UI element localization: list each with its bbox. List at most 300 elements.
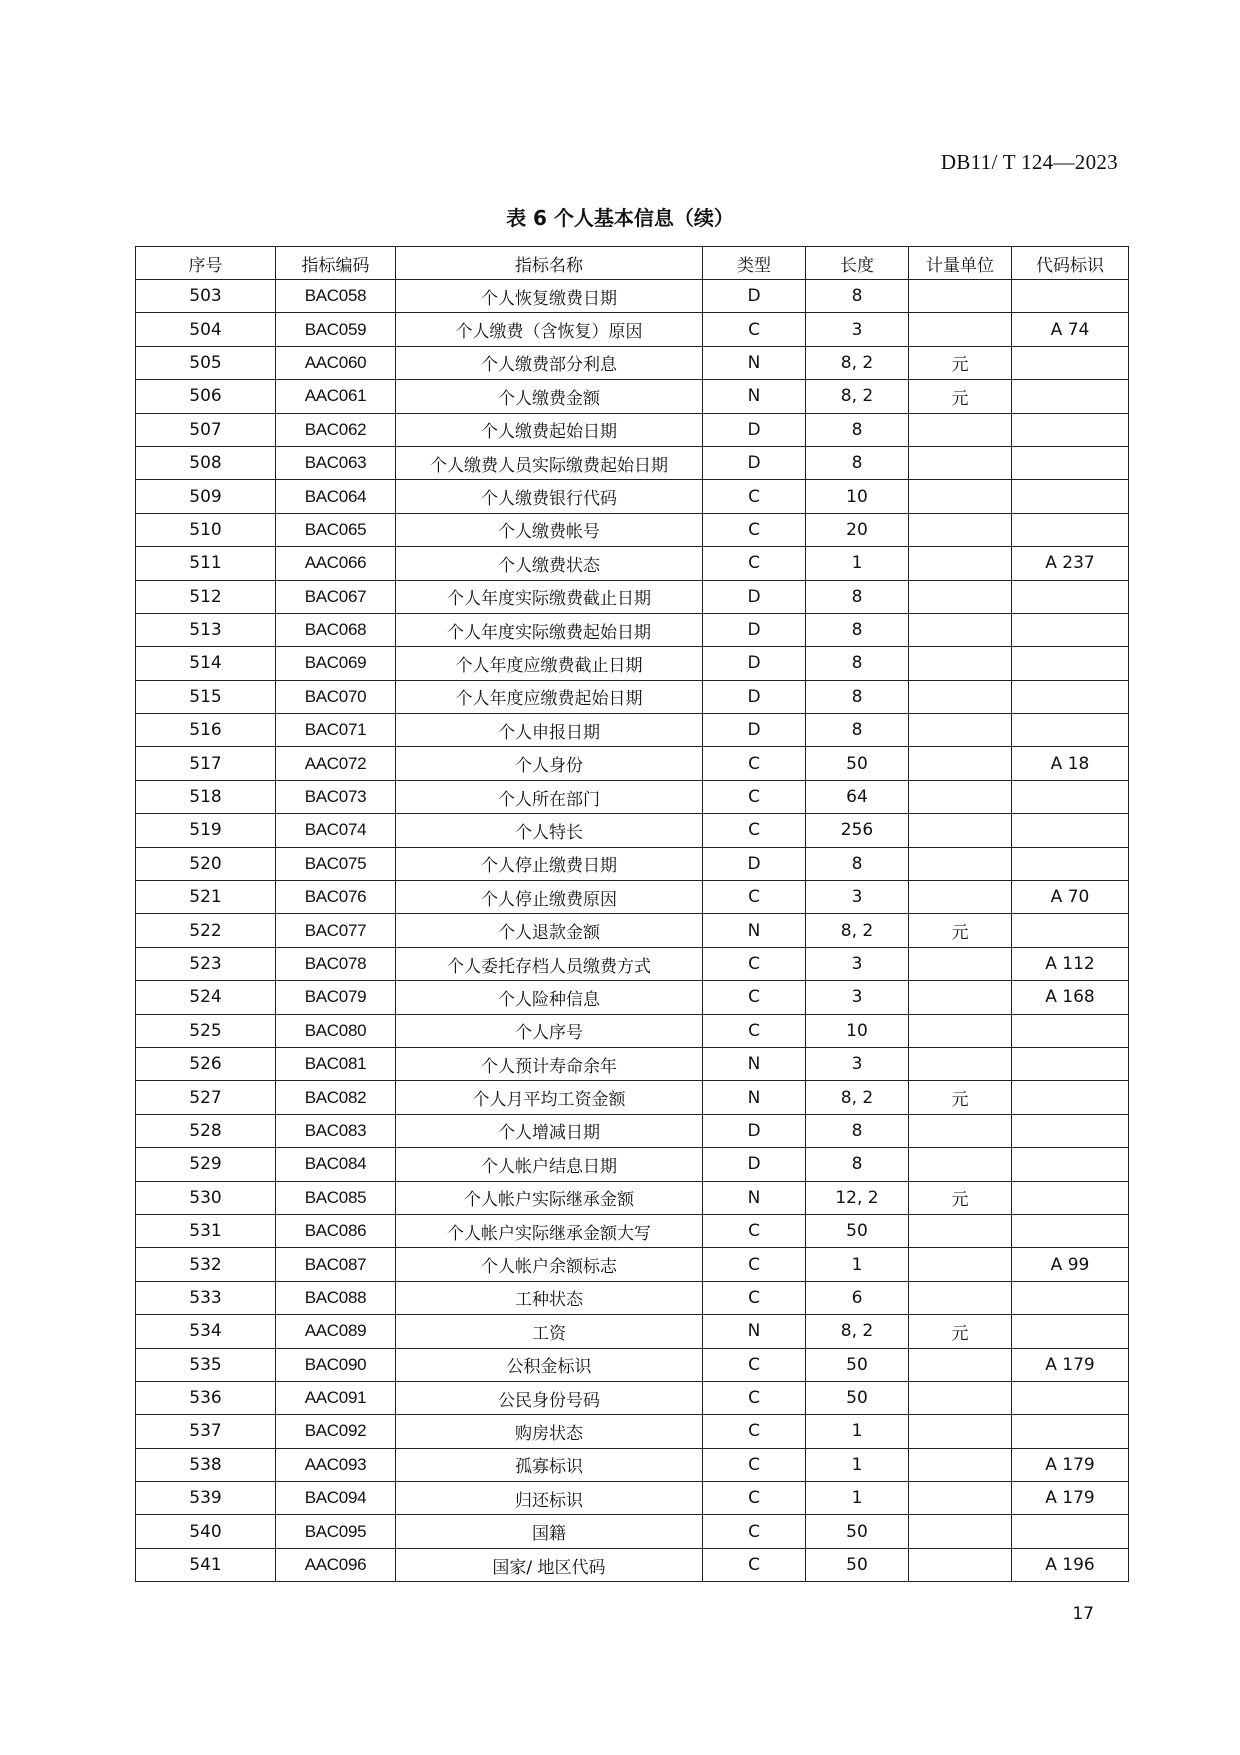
cell-length: 256 [806,814,909,847]
cell-length: 3 [806,313,909,346]
cell-code-id [1012,1114,1129,1147]
cell-serial: 505 [136,346,276,379]
cell-serial: 528 [136,1114,276,1147]
cell-length: 8 [806,647,909,680]
table-row [136,580,1129,613]
cell-name: 个人恢复缴费日期 [396,280,703,313]
cell-serial: 529 [136,1148,276,1181]
cell-unit [909,613,1012,646]
table-row [136,1348,1129,1381]
cell-unit [909,547,1012,580]
cell-unit [909,814,1012,847]
cell-code: AAC061 [276,380,396,413]
table-row [136,346,1129,379]
cell-serial: 539 [136,1482,276,1515]
table-title: 表 6 个人基本信息（续） [506,206,734,230]
cell-unit [909,780,1012,813]
cell-serial: 536 [136,1381,276,1414]
cell-type: N [703,346,806,379]
cell-unit [909,1114,1012,1147]
cell-type: C [703,1515,806,1548]
cell-code: BAC064 [276,480,396,513]
cell-serial: 509 [136,480,276,513]
cell-unit [909,1281,1012,1314]
cell-unit [909,680,1012,713]
table-row [136,547,1129,580]
cell-name: 个人险种信息 [396,981,703,1014]
cell-name: 个人停止缴费日期 [396,847,703,880]
cell-serial: 538 [136,1448,276,1481]
cell-length: 8 [806,680,909,713]
cell-serial: 514 [136,647,276,680]
cell-serial: 504 [136,313,276,346]
cell-length: 64 [806,780,909,813]
cell-code: AAC091 [276,1381,396,1414]
cell-type: C [703,1014,806,1047]
cell-code-id [1012,413,1129,446]
table-row [136,1114,1129,1147]
table-row [136,647,1129,680]
cell-name: 个人年度应缴费起始日期 [396,680,703,713]
cell-code: BAC065 [276,513,396,546]
cell-name: 个人年度实际缴费截止日期 [396,580,703,613]
cell-length: 3 [806,881,909,914]
cell-unit: 元 [909,1315,1012,1348]
cell-name: 个人帐户结息日期 [396,1148,703,1181]
cell-code: BAC092 [276,1415,396,1448]
cell-code-id: A 74 [1012,313,1129,346]
column-header-type: 类型 [703,247,806,280]
cell-type: D [703,1114,806,1147]
cell-name: 个人停止缴费原因 [396,881,703,914]
cell-code: BAC084 [276,1148,396,1181]
cell-serial: 522 [136,914,276,947]
cell-name: 个人申报日期 [396,714,703,747]
cell-type: C [703,780,806,813]
cell-unit [909,1381,1012,1414]
cell-serial: 515 [136,680,276,713]
cell-code: BAC058 [276,280,396,313]
cell-code: BAC082 [276,1081,396,1114]
cell-type: N [703,1315,806,1348]
cell-name: 个人帐户实际继承金额大写 [396,1214,703,1247]
cell-name: 工种状态 [396,1281,703,1314]
table-row [136,814,1129,847]
cell-length: 8 [806,714,909,747]
cell-serial: 537 [136,1415,276,1448]
cell-code: BAC071 [276,714,396,747]
table-row [136,981,1129,1014]
cell-code-id [1012,513,1129,546]
cell-code-id [1012,380,1129,413]
cell-unit [909,1415,1012,1448]
table-row [136,380,1129,413]
cell-unit [909,1047,1012,1080]
cell-length: 1 [806,1448,909,1481]
table-row [136,1081,1129,1114]
cell-type: D [703,580,806,613]
column-header-name: 指标名称 [396,247,703,280]
cell-type: C [703,1248,806,1281]
cell-serial: 518 [136,780,276,813]
cell-code: BAC085 [276,1181,396,1214]
cell-serial: 507 [136,413,276,446]
cell-code: BAC074 [276,814,396,847]
cell-code: BAC062 [276,413,396,446]
cell-serial: 540 [136,1515,276,1548]
cell-type: D [703,847,806,880]
cell-type: C [703,1482,806,1515]
cell-code: BAC080 [276,1014,396,1047]
cell-type: D [703,413,806,446]
cell-unit: 元 [909,346,1012,379]
table-row [136,914,1129,947]
cell-unit [909,647,1012,680]
cell-unit [909,480,1012,513]
cell-name: 孤寡标识 [396,1448,703,1481]
column-header-length: 长度 [806,247,909,280]
table-row [136,1381,1129,1414]
cell-name: 个人委托存档人员缴费方式 [396,947,703,980]
cell-unit [909,446,1012,479]
cell-length: 50 [806,1381,909,1414]
table-row [136,280,1129,313]
table-row [136,947,1129,980]
cell-type: C [703,513,806,546]
cell-code: BAC067 [276,580,396,613]
table-row [136,747,1129,780]
cell-length: 10 [806,1014,909,1047]
cell-serial: 519 [136,814,276,847]
cell-name: 归还标识 [396,1482,703,1515]
cell-length: 1 [806,1482,909,1515]
cell-code-id [1012,1081,1129,1114]
column-header-serial: 序号 [136,247,276,280]
cell-code-id: A 99 [1012,1248,1129,1281]
cell-unit [909,747,1012,780]
cell-code-id: A 18 [1012,747,1129,780]
table-row [136,1248,1129,1281]
cell-code-id [1012,1214,1129,1247]
cell-length: 8 [806,446,909,479]
cell-name: 个人帐户实际继承金额 [396,1181,703,1214]
cell-type: D [703,280,806,313]
cell-unit [909,1248,1012,1281]
cell-code: AAC072 [276,747,396,780]
column-header-unit: 计量单位 [909,247,1012,280]
cell-length: 1 [806,1248,909,1281]
cell-code-id: A 179 [1012,1448,1129,1481]
table-row [136,847,1129,880]
cell-name: 个人预计寿命余年 [396,1047,703,1080]
cell-length: 8, 2 [806,380,909,413]
cell-type: N [703,380,806,413]
cell-code: BAC086 [276,1214,396,1247]
cell-code-id [1012,714,1129,747]
cell-name: 个人缴费起始日期 [396,413,703,446]
cell-code-id [1012,1148,1129,1181]
cell-length: 50 [806,1548,909,1581]
cell-code: BAC095 [276,1515,396,1548]
table-row [136,480,1129,513]
table-row [136,413,1129,446]
cell-unit [909,881,1012,914]
cell-length: 8 [806,413,909,446]
cell-name: 国籍 [396,1515,703,1548]
cell-length: 3 [806,947,909,980]
cell-code: BAC094 [276,1482,396,1515]
cell-unit [909,1515,1012,1548]
cell-code-id [1012,680,1129,713]
cell-type: C [703,747,806,780]
cell-serial: 512 [136,580,276,613]
cell-code: BAC079 [276,981,396,1014]
cell-serial: 520 [136,847,276,880]
cell-name: 购房状态 [396,1415,703,1448]
cell-serial: 533 [136,1281,276,1314]
cell-unit [909,313,1012,346]
cell-length: 20 [806,513,909,546]
cell-unit [909,1214,1012,1247]
cell-type: C [703,814,806,847]
cell-unit [909,280,1012,313]
cell-code: BAC081 [276,1047,396,1080]
cell-unit: 元 [909,380,1012,413]
cell-length: 1 [806,1415,909,1448]
cell-name: 个人缴费帐号 [396,513,703,546]
cell-code: BAC083 [276,1114,396,1147]
cell-serial: 531 [136,1214,276,1247]
cell-length: 8 [806,613,909,646]
cell-code: AAC096 [276,1548,396,1581]
table-row [136,1415,1129,1448]
indicator-table [135,246,1129,1582]
cell-name: 个人缴费部分利息 [396,346,703,379]
cell-unit [909,1148,1012,1181]
cell-type: N [703,1047,806,1080]
cell-code-id [1012,480,1129,513]
cell-type: C [703,547,806,580]
table-row [136,1448,1129,1481]
cell-serial: 530 [136,1181,276,1214]
cell-length: 8 [806,1148,909,1181]
table-row [136,613,1129,646]
cell-unit: 元 [909,1081,1012,1114]
cell-serial: 508 [136,446,276,479]
cell-code: AAC089 [276,1315,396,1348]
cell-code-id [1012,446,1129,479]
table-row [136,1214,1129,1247]
table-row [136,1148,1129,1181]
cell-type: C [703,1381,806,1414]
cell-code-id: A 196 [1012,1548,1129,1581]
cell-type: C [703,881,806,914]
cell-code-id [1012,1181,1129,1214]
cell-name: 个人月平均工资金额 [396,1081,703,1114]
cell-serial: 506 [136,380,276,413]
cell-length: 8, 2 [806,1081,909,1114]
cell-name: 个人年度实际缴费起始日期 [396,613,703,646]
column-header-code: 指标编码 [276,247,396,280]
document-code: DB11/ T 124—2023 [940,150,1118,174]
cell-type: C [703,1214,806,1247]
cell-name: 个人特长 [396,814,703,847]
cell-code: BAC088 [276,1281,396,1314]
cell-code-id [1012,580,1129,613]
cell-length: 8 [806,847,909,880]
cell-name: 个人增减日期 [396,1114,703,1147]
cell-code-id [1012,280,1129,313]
table-row [136,313,1129,346]
cell-code-id [1012,914,1129,947]
cell-length: 3 [806,1047,909,1080]
cell-code: AAC060 [276,346,396,379]
cell-code-id [1012,647,1129,680]
cell-serial: 541 [136,1548,276,1581]
cell-code-id [1012,1381,1129,1414]
cell-unit [909,580,1012,613]
cell-length: 3 [806,981,909,1014]
cell-length: 8 [806,280,909,313]
cell-unit [909,413,1012,446]
cell-serial: 503 [136,280,276,313]
cell-code-id [1012,346,1129,379]
cell-code-id [1012,814,1129,847]
cell-type: C [703,480,806,513]
table-row [136,1515,1129,1548]
cell-name: 个人年度应缴费截止日期 [396,647,703,680]
cell-code-id: A 179 [1012,1482,1129,1515]
cell-type: N [703,1181,806,1214]
table-row [136,680,1129,713]
cell-unit: 元 [909,914,1012,947]
cell-length: 50 [806,1348,909,1381]
cell-code-id: A 70 [1012,881,1129,914]
cell-code: BAC077 [276,914,396,947]
cell-length: 8 [806,1114,909,1147]
cell-unit: 元 [909,1181,1012,1214]
cell-code: BAC076 [276,881,396,914]
page-number: 17 [1072,1604,1094,1624]
cell-unit [909,1548,1012,1581]
cell-code: BAC059 [276,313,396,346]
cell-unit [909,1348,1012,1381]
cell-code-id [1012,1315,1129,1348]
cell-type: C [703,1548,806,1581]
table-row [136,881,1129,914]
cell-code: BAC087 [276,1248,396,1281]
cell-unit [909,947,1012,980]
cell-serial: 526 [136,1047,276,1080]
table-row [136,446,1129,479]
cell-code-id [1012,780,1129,813]
cell-name: 个人退款金额 [396,914,703,947]
cell-type: D [703,680,806,713]
cell-code-id [1012,1515,1129,1548]
cell-code: AAC093 [276,1448,396,1481]
cell-serial: 535 [136,1348,276,1381]
cell-type: C [703,1348,806,1381]
cell-name: 个人缴费银行代码 [396,480,703,513]
cell-code-id: A 237 [1012,547,1129,580]
cell-type: D [703,714,806,747]
cell-name: 个人缴费（含恢复）原因 [396,313,703,346]
table-row [136,1315,1129,1348]
cell-serial: 513 [136,613,276,646]
cell-type: D [703,446,806,479]
table-row [136,1047,1129,1080]
cell-unit [909,513,1012,546]
cell-type: C [703,947,806,980]
table-row [136,1482,1129,1515]
cell-code-id [1012,1047,1129,1080]
cell-type: C [703,1448,806,1481]
cell-serial: 517 [136,747,276,780]
cell-length: 8, 2 [806,346,909,379]
cell-serial: 527 [136,1081,276,1114]
table-row [136,1281,1129,1314]
table-row [136,714,1129,747]
cell-length: 12, 2 [806,1181,909,1214]
cell-name: 个人缴费人员实际缴费起始日期 [396,446,703,479]
cell-serial: 532 [136,1248,276,1281]
cell-code-id [1012,1415,1129,1448]
cell-unit [909,981,1012,1014]
cell-code-id: A 179 [1012,1348,1129,1381]
cell-length: 50 [806,1515,909,1548]
cell-length: 1 [806,547,909,580]
cell-name: 个人序号 [396,1014,703,1047]
table-row [136,780,1129,813]
cell-length: 8, 2 [806,914,909,947]
cell-serial: 524 [136,981,276,1014]
cell-length: 50 [806,747,909,780]
cell-type: D [703,1148,806,1181]
cell-serial: 525 [136,1014,276,1047]
cell-serial: 511 [136,547,276,580]
cell-serial: 521 [136,881,276,914]
cell-code: BAC070 [276,680,396,713]
cell-length: 8, 2 [806,1315,909,1348]
table-row [136,513,1129,546]
cell-type: C [703,313,806,346]
cell-type: N [703,1081,806,1114]
cell-length: 10 [806,480,909,513]
cell-name: 工资 [396,1315,703,1348]
table-body [136,280,1129,1582]
cell-name: 个人缴费状态 [396,547,703,580]
cell-type: D [703,647,806,680]
cell-code: BAC090 [276,1348,396,1381]
cell-code-id [1012,847,1129,880]
cell-serial: 516 [136,714,276,747]
cell-code-id [1012,1014,1129,1047]
cell-type: C [703,981,806,1014]
cell-code: BAC063 [276,446,396,479]
cell-code: BAC073 [276,780,396,813]
cell-code-id: A 168 [1012,981,1129,1014]
cell-unit [909,1482,1012,1515]
cell-code-id [1012,1281,1129,1314]
cell-code-id [1012,613,1129,646]
cell-code: AAC066 [276,547,396,580]
cell-name: 国家/ 地区代码 [396,1548,703,1581]
cell-name: 个人所在部门 [396,780,703,813]
cell-code: BAC075 [276,847,396,880]
cell-code: BAC078 [276,947,396,980]
cell-length: 8 [806,580,909,613]
cell-unit [909,847,1012,880]
